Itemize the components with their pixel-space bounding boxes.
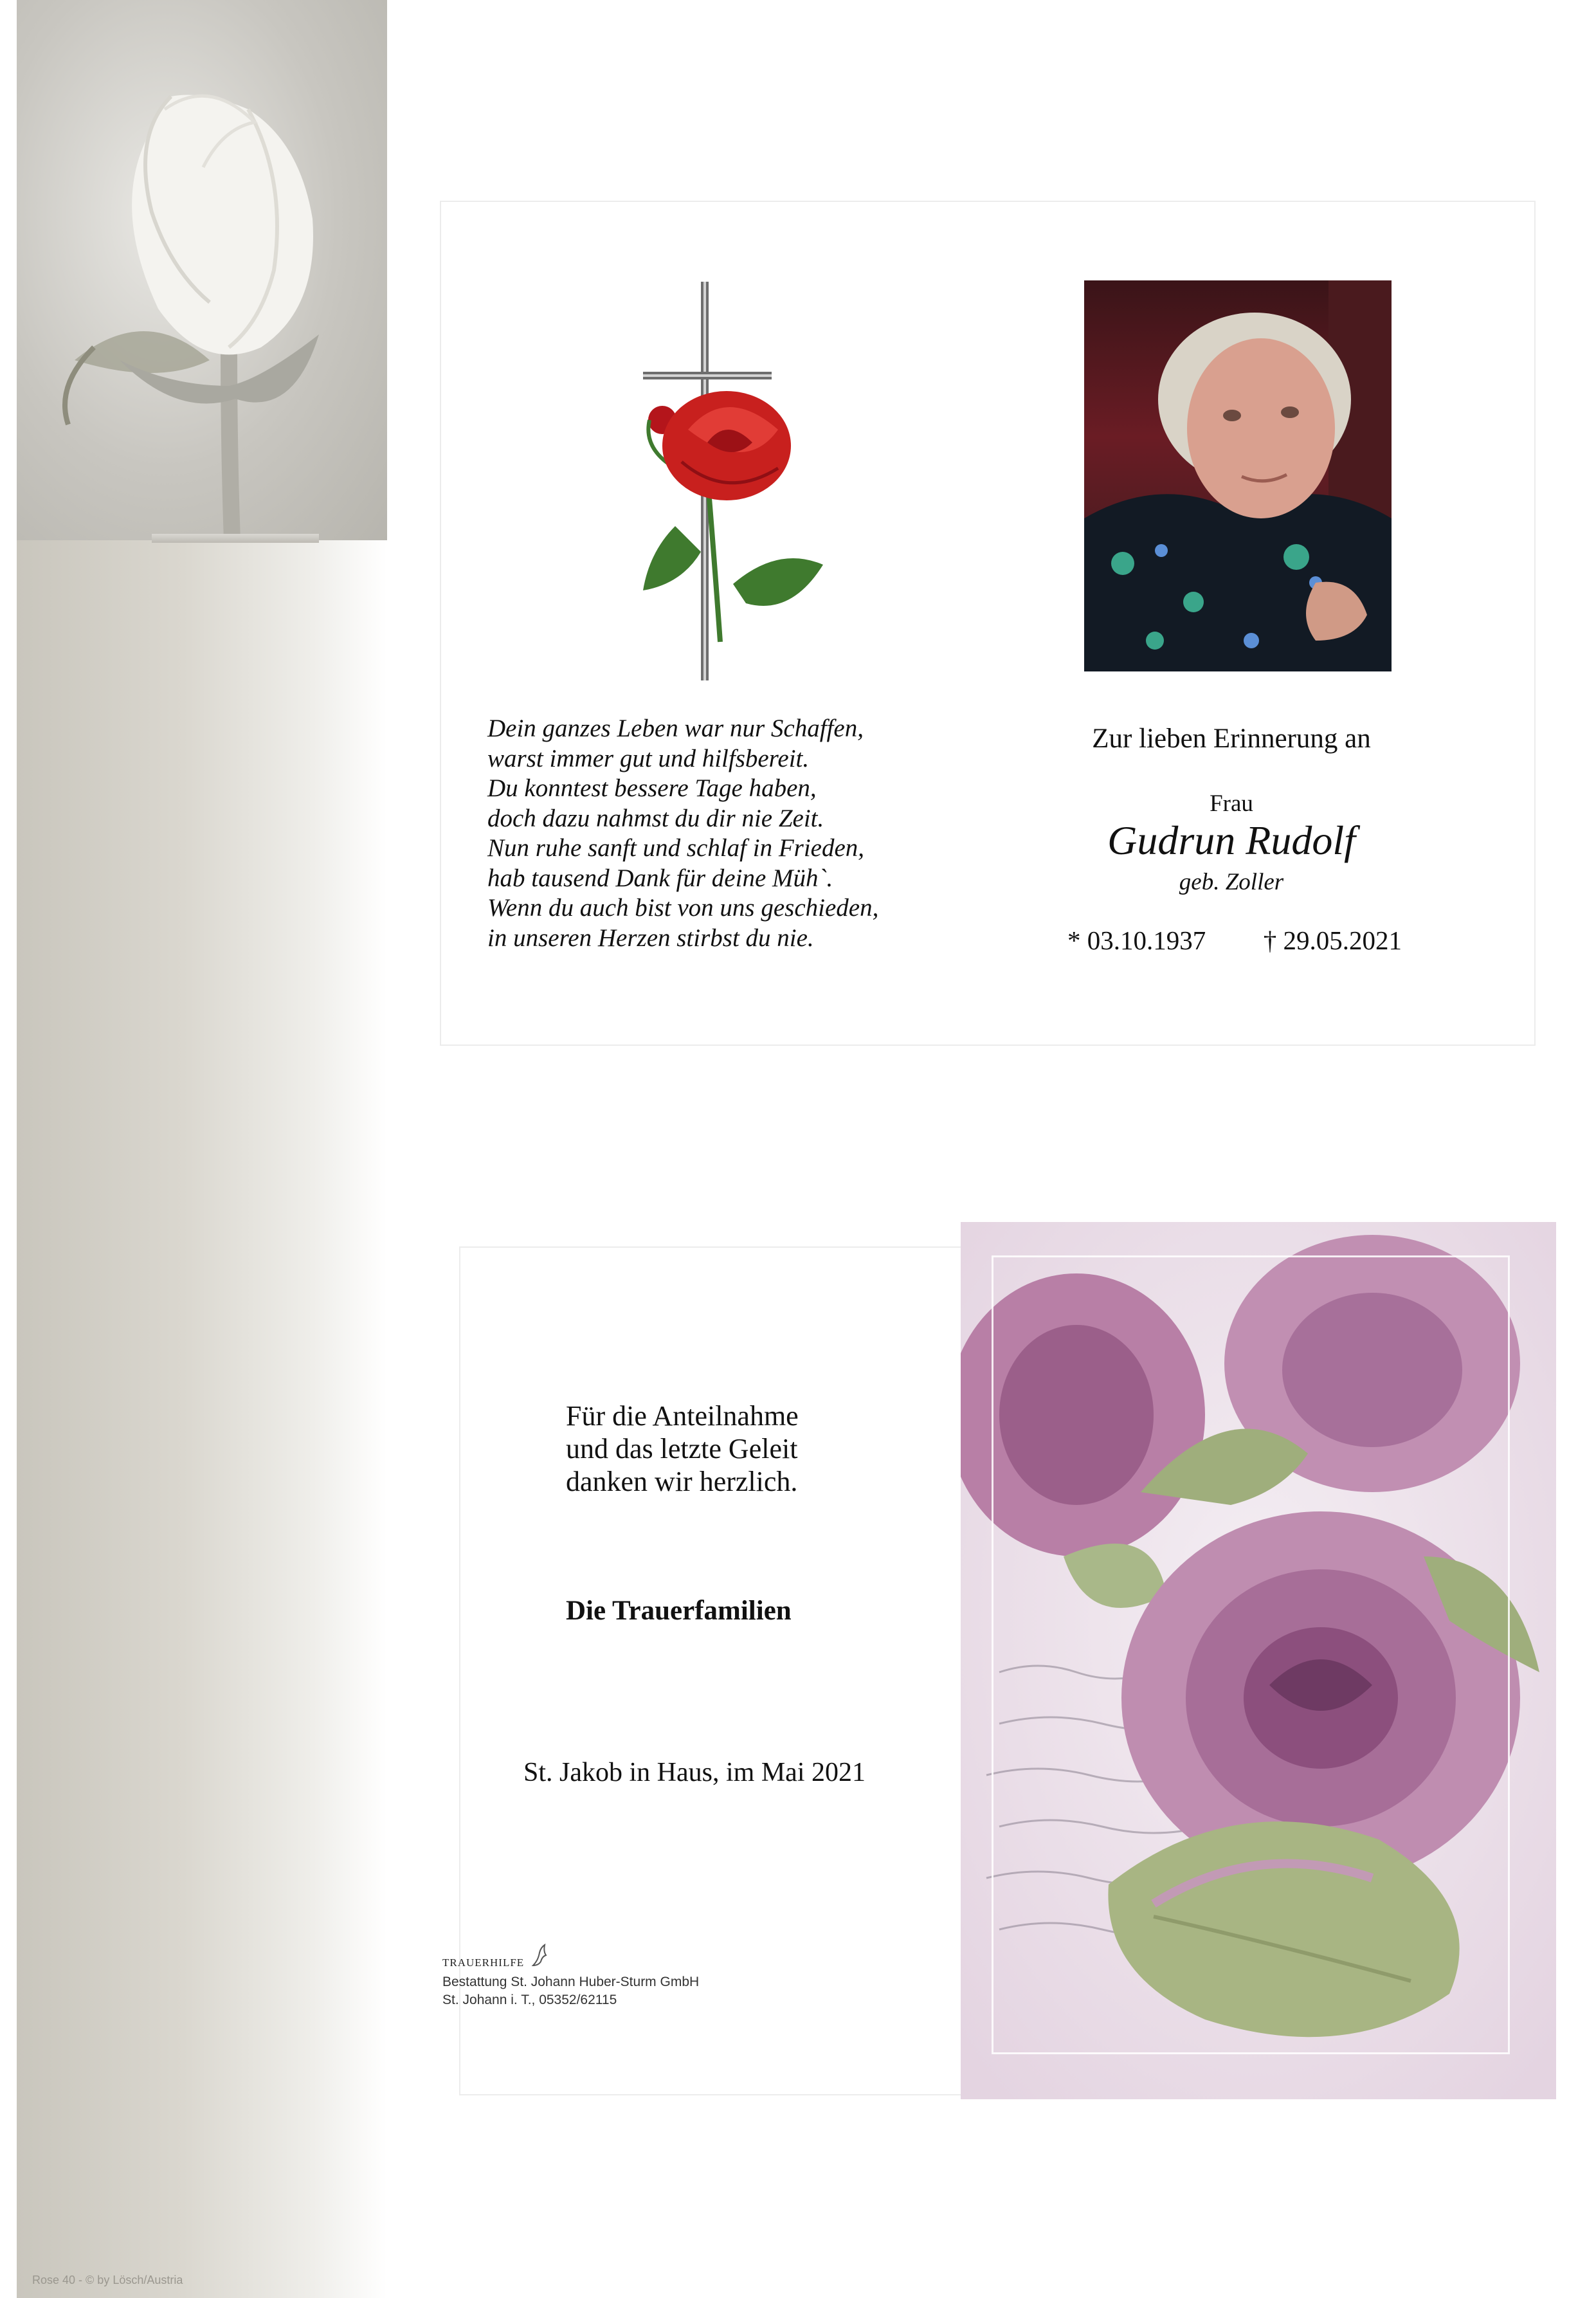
family-signoff: Die Trauerfamilien <box>566 1596 792 1626</box>
thanks-line: und das letzte Geleit <box>566 1433 798 1464</box>
poem-line: Du konntest bessere Tage haben, <box>487 774 817 802</box>
poem-line: in unseren Herzen stirbst du nie. <box>487 924 814 952</box>
death-date: † 29.05.2021 <box>1263 926 1402 955</box>
poem-line: hab tausend Dank für deine Müh`. <box>487 864 833 892</box>
dove-icon <box>529 1944 549 1969</box>
side-decoration-strip <box>17 0 387 2298</box>
funeral-home-info <box>442 1941 777 2009</box>
poem-line: Nun ruhe sanft und schlaf in Frieden, <box>487 834 865 862</box>
memorial-poem <box>487 714 976 953</box>
maiden-name: geb. Zoller <box>1179 869 1284 895</box>
shelf-line <box>152 534 319 543</box>
portrait-photo <box>1084 280 1392 671</box>
funeral-home-name: Bestattung St. Johann Huber-Sturm GmbH <box>442 1974 700 1989</box>
poem-line: Wenn du auch bist von uns geschieden, <box>487 894 879 922</box>
white-rose-image <box>17 0 387 540</box>
deceased-name: Gudrun Rudolf <box>1107 817 1356 863</box>
image-credit: Rose 40 - © by Lösch/Austria <box>32 2274 183 2286</box>
thanks-line: Für die Anteilnahme <box>566 1400 799 1432</box>
poem-line: Dein ganzes Leben war nur Schaffen, <box>487 715 864 742</box>
funeral-brand-name: TRAUERHILFE <box>442 1956 525 1969</box>
poem-line: warst immer gut und hilfsbereit. <box>487 744 810 772</box>
poem-line: doch dazu nahmst du dir nie Zeit. <box>487 804 824 832</box>
purple-roses-image <box>961 1222 1556 2099</box>
thanks-message <box>566 1400 887 1498</box>
funeral-home-contact: St. Johann i. T., 05352/62115 <box>442 1993 617 2007</box>
birth-date: * 03.10.1937 <box>1067 926 1206 955</box>
funeral-brand <box>442 1941 777 1969</box>
memorial-heading: Zur lieben Erinnerung an <box>1092 724 1371 754</box>
place-and-date: St. Jakob in Haus, im Mai 2021 <box>523 1758 866 1787</box>
cross-with-rose-image <box>637 282 830 680</box>
honorific-title: Frau <box>1210 790 1253 817</box>
photo-frame <box>992 1255 1510 2054</box>
life-dates <box>1067 925 1402 956</box>
thanks-line: danken wir herzlich. <box>566 1466 798 1497</box>
